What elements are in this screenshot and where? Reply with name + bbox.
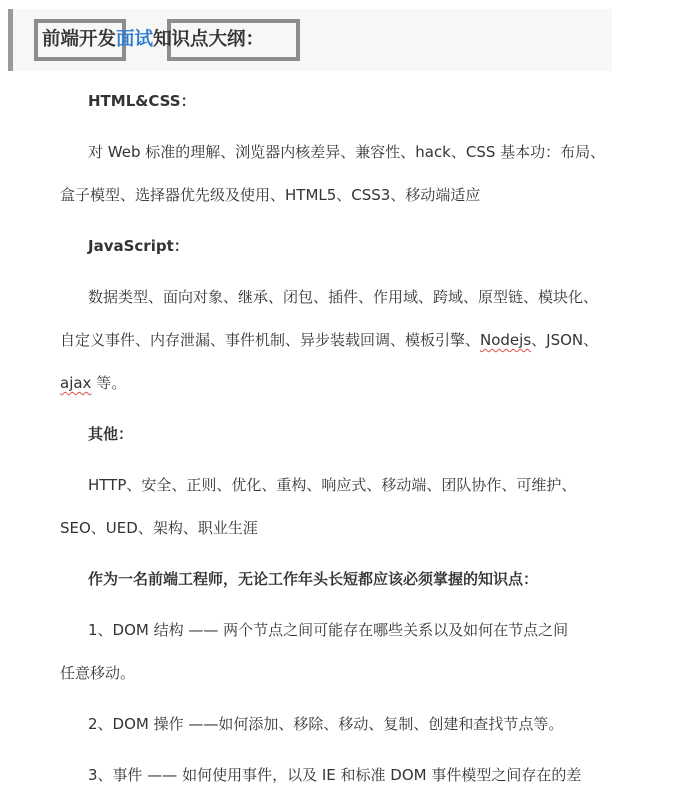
section-heading xyxy=(8,9,612,71)
js-line2-text-b: 、JSON、 xyxy=(531,331,599,349)
item1-line1: 1、DOM 结构 —— 两个节点之间可能存在哪些关系以及如何在节点之间 xyxy=(88,621,569,639)
htmlcss-line1: 对 Web 标准的理解、浏览器内核差异、兼容性、hack、CSS 基本功：布局、 xyxy=(88,143,606,161)
item2-line1: 2、DOM 操作 ——如何添加、移除、移动、复制、创建和查找节点等。 xyxy=(88,715,564,733)
js-line2-text-a: 自定义事件、内存泄漏、事件机制、异步装载回调、模板引擎、 xyxy=(60,331,481,349)
spellcheck-word-ajax: ajax xyxy=(60,374,92,392)
article-body xyxy=(60,80,620,797)
other-line2: SEO、UED、架构、职业生涯 xyxy=(60,519,258,537)
js-title: JavaScript： xyxy=(88,237,189,255)
heading-part1: 前端开发 xyxy=(42,29,117,50)
js-line2 xyxy=(60,319,620,362)
heading-title xyxy=(42,18,264,62)
spellcheck-word-nodejs: Nodejs xyxy=(480,331,532,349)
must-know-title: 作为一名前端工程师，无论工作年头长短都应该必须掌握的知识点： xyxy=(88,570,539,588)
js-line1: 数据类型、面向对象、继承、闭包、插件、作用域、跨域、原型链、模块化、 xyxy=(88,288,599,306)
htmlcss-line2: 盒子模型、选择器优先级及使用、HTML5、CSS3、移动端适应 xyxy=(60,186,481,204)
item1-line2: 任意移动。 xyxy=(60,664,136,682)
heading-highlight-link[interactable]: 面试 xyxy=(116,29,154,50)
htmlcss-title: HTML&CSS： xyxy=(88,92,196,110)
item3-line1: 3、事件 —— 如何使用事件，以及 IE 和标准 DOM 事件模型之间存在的差 xyxy=(88,766,582,784)
js-line3-text-b: 等。 xyxy=(91,374,127,392)
other-title: 其他： xyxy=(88,425,134,443)
heading-part2: 知识点大纲： xyxy=(153,29,265,50)
js-line3 xyxy=(60,362,620,405)
other-line1: HTTP、安全、正则、优化、重构、响应式、移动端、团队协作、可维护、 xyxy=(88,476,577,494)
